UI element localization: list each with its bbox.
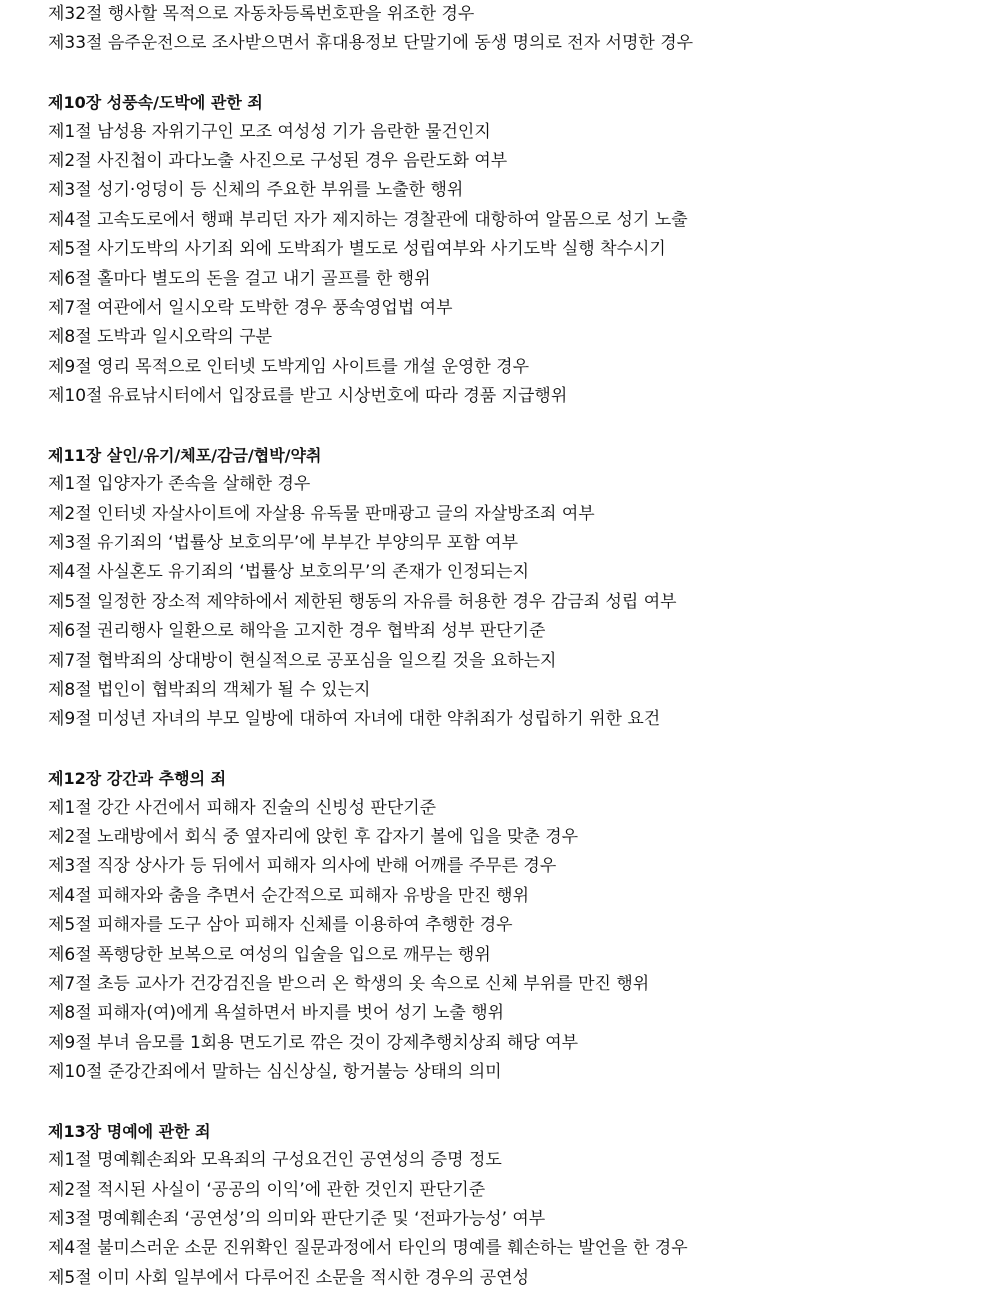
chapter-heading: 제11장 살인/유기/체포/감금/협박/약취: [48, 445, 322, 465]
list-item: 제5절 사기도박의 사기죄 외에 도박죄가 별도로 성립여부와 사기도박 실행 착수시기: [48, 239, 666, 260]
chapter-heading: 제12장 강간과 추행의 죄: [48, 769, 227, 789]
list-item: 제3절 직장 상사가 등 뒤에서 피해자 의사에 반해 어깨를 주무른 경우: [48, 856, 557, 877]
list-item: 제33절 음주운전으로 조사받으면서 휴대용정보 단말기에 동생 명의로 전자 서명한 경우: [48, 33, 694, 54]
list-item: 제3절 성기·엉덩이 등 신체의 주요한 부위를 노출한 행위: [48, 180, 464, 201]
list-item: 제8절 도박과 일시오락의 구분: [48, 327, 273, 348]
list-item: 제9절 부녀 음모를 1회용 면도기로 깎은 것이 강제추행치상죄 해당 여부: [48, 1032, 579, 1053]
list-item: 제1절 남성용 자위기구인 모조 여성성 기가 음란한 물건인지: [48, 121, 491, 142]
list-item: 제10절 유료낚시터에서 입장료를 받고 시상번호에 따라 경품 지급행위: [48, 386, 568, 407]
list-item: 제4절 사실혼도 유기죄의 ‘법률상 보호의무’의 존재가 인정되는지: [48, 562, 530, 583]
list-item: 제9절 영리 목적으로 인터넷 도박게임 사이트를 개설 운영한 경우: [48, 356, 530, 377]
list-item: 제1절 입양자가 존속을 살해한 경우: [48, 474, 311, 495]
chapter-12-section: [48, 764, 978, 1087]
list-item: 제7절 협박죄의 상대방이 현실적으로 공포심을 일으킬 것을 요하는지: [48, 650, 557, 671]
list-item: 제10절 준강간죄에서 말하는 심신상실, 항거불능 상태의 의미: [48, 1062, 502, 1083]
list-item: 제1절 명예훼손죄와 모욕죄의 구성요건인 공연성의 증명 정도: [48, 1150, 502, 1171]
list-item: 제6절 폭행당한 보복으로 여성의 입술을 입으로 깨무는 행위: [48, 944, 491, 965]
document-body: [48, 0, 978, 1293]
list-item: 제8절 피해자(여)에게 욕설하면서 바지를 벗어 성기 노출 행위: [48, 1003, 505, 1024]
chapter-10-section: [48, 88, 978, 411]
list-item: 제2절 노래방에서 회식 중 옆자리에 앉힌 후 갑자기 볼에 입을 맞춘 경우: [48, 826, 579, 847]
list-item: 제2절 인터넷 자살사이트에 자살용 유독물 판매광고 글의 자살방조죄 여부: [48, 503, 595, 524]
intro-section: [48, 0, 978, 59]
list-item: 제3절 유기죄의 ‘법률상 보호의무’에 부부간 부양의무 포함 여부: [48, 533, 518, 554]
chapter-13-section: [48, 1117, 978, 1293]
list-item: 제7절 여관에서 일시오락 도박한 경우 풍속영업법 여부: [48, 297, 453, 318]
list-item: 제2절 사진첩이 과다노출 사진으로 구성된 경우 음란도화 여부: [48, 150, 508, 171]
list-item: 제4절 고속도로에서 행패 부리던 자가 제지하는 경찰관에 대항하여 알몸으로 성기 노출: [48, 209, 688, 230]
list-item: 제8절 법인이 협박죄의 객체가 될 수 있는지: [48, 679, 371, 700]
list-item: 제2절 적시된 사실이 ‘공공의 이익’에 관한 것인지 판단기준: [48, 1179, 486, 1200]
list-item: 제6절 홀마다 별도의 돈을 걸고 내기 골프를 한 행위: [48, 268, 431, 289]
list-item: 제7절 초등 교사가 건강검진을 받으러 온 학생의 옷 속으로 신체 부위를 만진 행위: [48, 973, 650, 994]
chapter-heading: 제10장 성풍속/도박에 관한 죄: [48, 93, 263, 113]
list-item: 제4절 불미스러운 소문 진위확인 질문과정에서 타인의 명예를 훼손하는 발언을 한 경우: [48, 1238, 688, 1259]
list-item: 제9절 미성년 자녀의 부모 일방에 대하여 자녀에 대한 약취죄가 성립하기 위한 요건: [48, 709, 661, 730]
list-item: 제5절 피해자를 도구 삼아 피해자 신체를 이용하여 추행한 경우: [48, 915, 513, 936]
chapter-11-section: [48, 441, 978, 735]
list-item: 제4절 피해자와 춤을 추면서 순간적으로 피해자 유방을 만진 행위: [48, 885, 530, 906]
chapter-heading: 제13장 명예에 관한 죄: [48, 1121, 211, 1141]
list-item: 제32절 행사할 목적으로 자동차등록번호판을 위조한 경우: [48, 4, 475, 24]
list-item: 제1절 강간 사건에서 피해자 진술의 신빙성 판단기준: [48, 797, 437, 818]
list-item: 제3절 명예훼손죄 ‘공연성’의 의미와 판단기준 및 ‘전파가능성’ 여부: [48, 1209, 546, 1230]
list-item: 제6절 권리행사 일환으로 해악을 고지한 경우 협박죄 성부 판단기준: [48, 621, 546, 642]
list-item: 제5절 일정한 장소적 제약하에서 제한된 행동의 자유를 허용한 경우 감금죄 성립 여부: [48, 591, 677, 612]
list-item: 제5절 이미 사회 일부에서 다루어진 소문을 적시한 경우의 공연성: [48, 1267, 530, 1288]
